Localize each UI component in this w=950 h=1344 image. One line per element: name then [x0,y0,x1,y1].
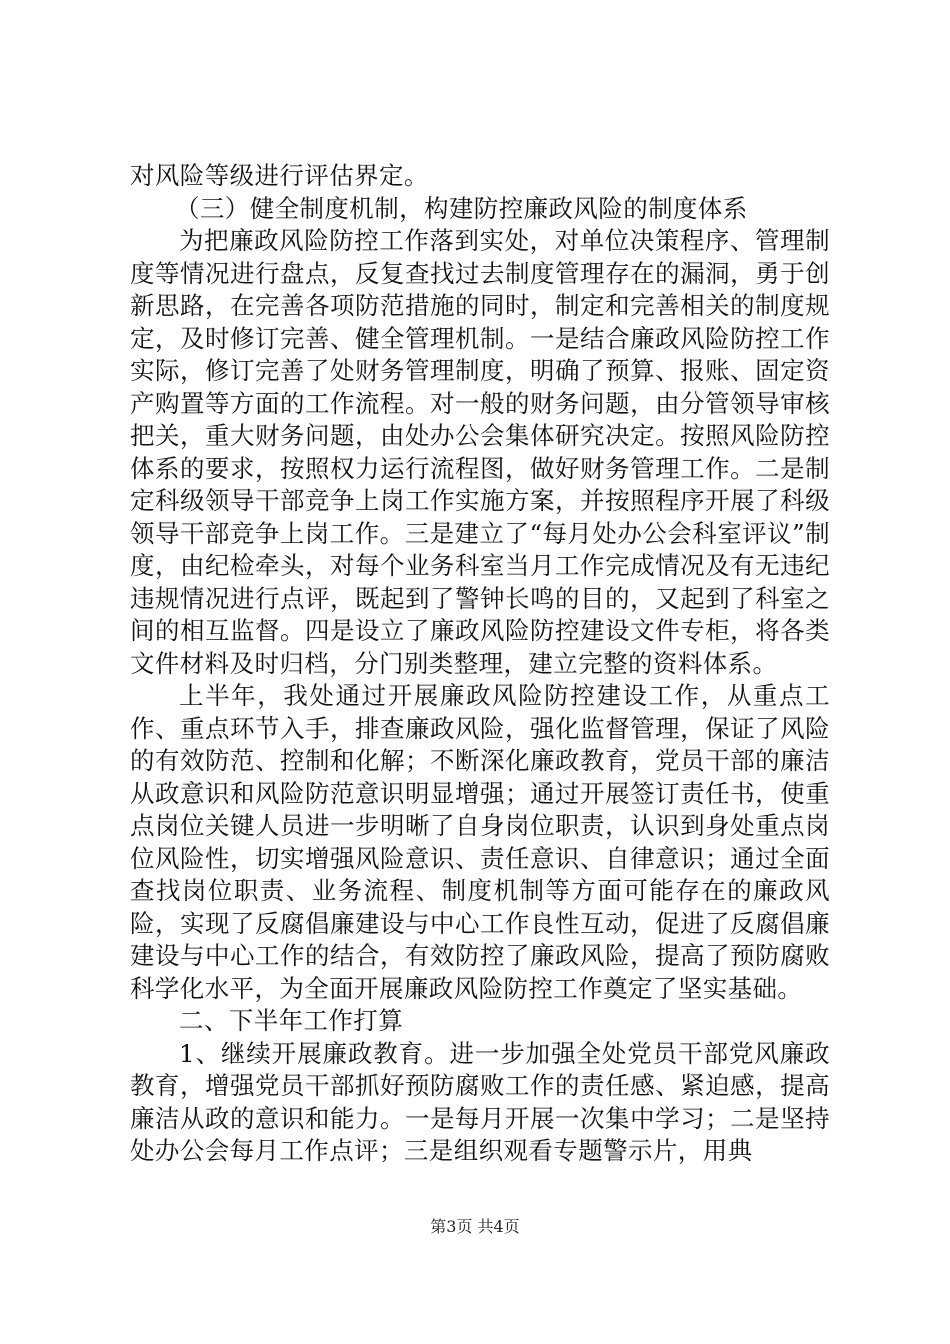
paragraph-first-half-summary: 上半年，我处通过开展廉政风险防控建设工作，从重点工作、重点环节入手，排查廉政风险，强化监督管理，保证了风险的有效防范、控制和化解；不断深化廉政教育，党员干部的廉洁从政意识和风险防范意识明显增强；通过开展签订责任书，使重点岗位关键人员进一步明晰了自身岗位职责，认识到身处重点岗位风险性，切实增强风险意识、责任意识、自律意识；通过全面查找岗位职责、业务流程、制度机制等方面可能存在的廉政风险，实现了反腐倡廉建设与中心工作良性互动，促进了反腐倡廉建设与中心工作的结合，有效防控了廉政风险，提高了预防腐败科学化水平，为全面开展廉政风险防控工作奠定了坚实基础。 [130,681,830,1003]
page-number-label: 第3页 共4页 [430,1217,520,1236]
section-heading-second-half-plan: 二、下半年工作打算 [179,1006,404,1035]
section-heading-institutional-system: （三）健全制度机制，构建防控廉政风险的制度体系 [175,193,748,223]
paragraph-integrity-education: 1、继续开展廉政教育。进一步加强全处党员干部党风廉政教育，增强党员干部抓好预防腐败工作的责任感、紧迫感，提高廉洁从政的意识和能力。一是每月开展一次集中学习；二是坚持处办公会每月工作点评；三是组织观看专题警示片，用典 [130,1038,830,1165]
paragraph-institution-measures: 为把廉政风险防控工作落到实处，对单位决策程序、管理制度等情况进行盘点，反复查找过去制度管理存在的漏洞，勇于创新思路，在完善各项防范措施的同时，制定和完善相关的制度规定，及时修订完善、健全管理机制。一是结合廉政风险防控工作实际，修订完善了处财务管理制度，明确了预算、报账、固定资产购置等方面的工作流程。对一般的财务问题，由分管领导审核把关，重大财务问题，由处办公会集体研究决定。按照风险防控体系的要求，按照权力运行流程图，做好财务管理工作。二是制定科级领导干部竞争上岗工作实施方案，并按照程序开展了科级领导干部竞争上岗工作。三是建立了“每月处办公会科室评议”制度，由纪检牵头，对每个业务科室当月工作完成情况及有无违纪违规情况进行点评，既起到了警钟长鸣的目的，又起到了科室之间的相互监督。四是设立了廉政风险防控建设文件专柜，将各类文件材料及时归档，分门别类整理，建立完整的资料体系。 [130,226,830,678]
page-footer [0,1217,950,1237]
paragraph-continuation: 对风险等级进行评估界定。 [130,161,429,190]
document-body [130,160,830,1168]
